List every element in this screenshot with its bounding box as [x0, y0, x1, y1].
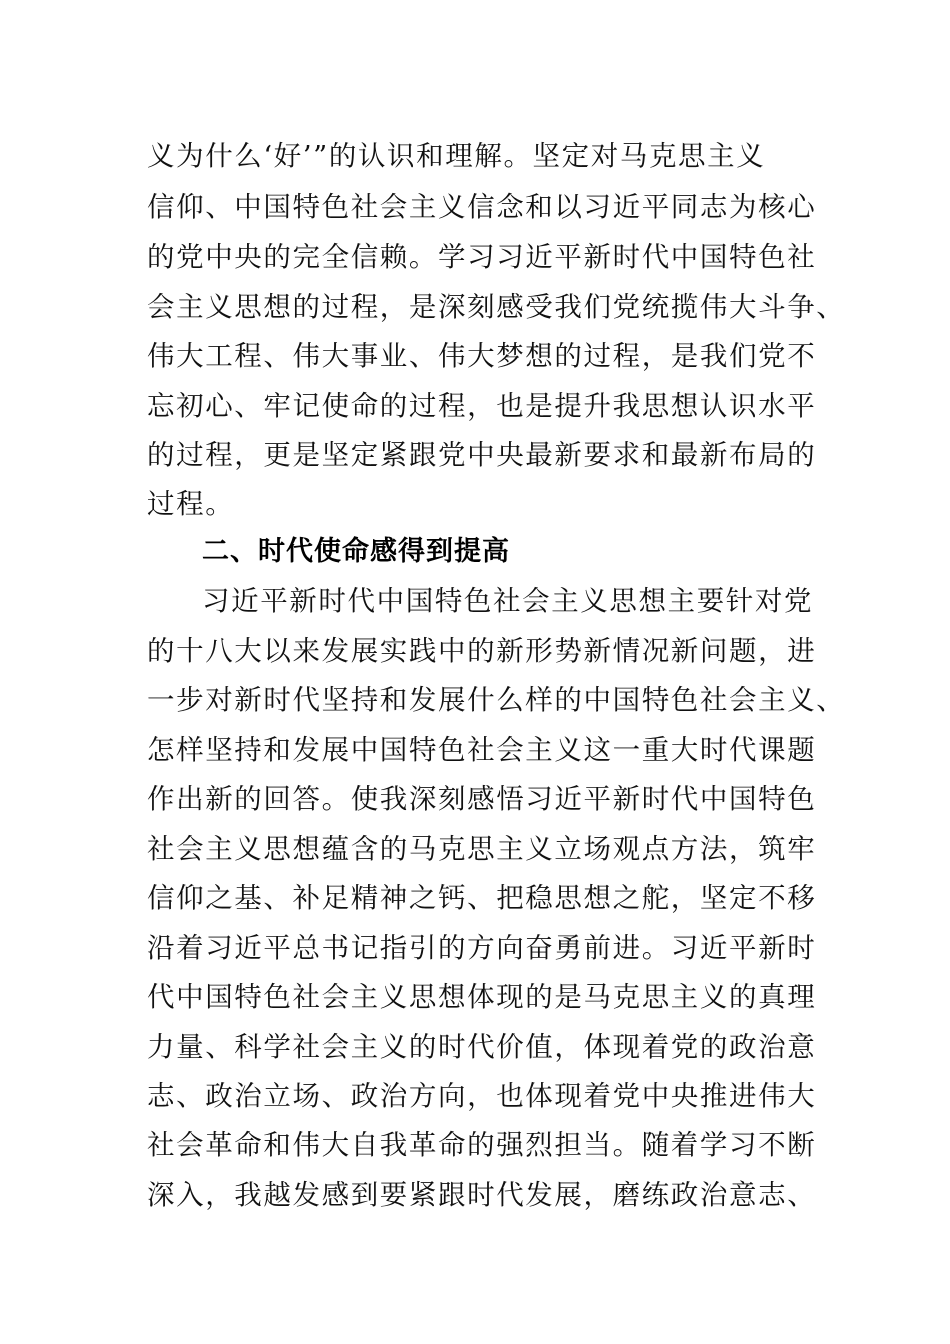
text-line: 社会主义思想蕴含的马克思主义立场观点方法，筑牢	[147, 833, 817, 865]
text-line: 深入，我越发感到要紧跟时代发展，磨练政治意志、	[147, 1179, 817, 1211]
text-line: 伟大工程、伟大事业、伟大梦想的过程，是我们党不	[147, 340, 817, 372]
text-line: 会主义思想的过程，是深刻感受我们党统揽伟大斗争、	[147, 291, 846, 323]
text-line: 信仰之基、补足精神之钙、把稳思想之舵，坚定不移	[147, 882, 817, 914]
text-line: 志、政治立场、政治方向，也体现着党中央推进伟大	[147, 1080, 817, 1112]
text-line: 的过程，更是坚定紧跟党中央最新要求和最新布局的	[147, 439, 817, 471]
text-line: 力量、科学社会主义的时代价值，体现着党的政治意	[147, 1031, 817, 1063]
text-line: 信仰、中国特色社会主义信念和以习近平同志为核心	[147, 191, 817, 223]
text-line: 作出新的回答。使我深刻感悟习近平新时代中国特色	[147, 783, 817, 815]
text-line: 习近平新时代中国特色社会主义思想主要针对党	[202, 585, 814, 617]
text-line: 代中国特色社会主义思想体现的是马克思主义的真理	[147, 981, 817, 1013]
text-line: 忘初心、牢记使命的过程，也是提升我思想认识水平	[147, 390, 817, 422]
text-line: 的十八大以来发展实践中的新形势新情况新问题，进	[147, 635, 817, 667]
text-line: 的党中央的完全信赖。学习习近平新时代中国特色社	[147, 241, 817, 273]
text-line: 怎样坚持和发展中国特色社会主义这一重大时代课题	[147, 734, 817, 766]
text-line: 过程。	[147, 488, 235, 520]
section-heading: 二、时代使命感得到提高	[202, 536, 510, 567]
text-line: 一步对新时代坚持和发展什么样的中国特色社会主义、	[147, 684, 846, 716]
text-line: 沿着习近平总书记指引的方向奋勇前进。习近平新时	[147, 932, 817, 964]
text-line: 义为什么‘好’”的认识和理解。坚定对马克思主义	[147, 140, 766, 172]
text-line: 社会革命和伟大自我革命的强烈担当。随着学习不断	[147, 1129, 817, 1161]
